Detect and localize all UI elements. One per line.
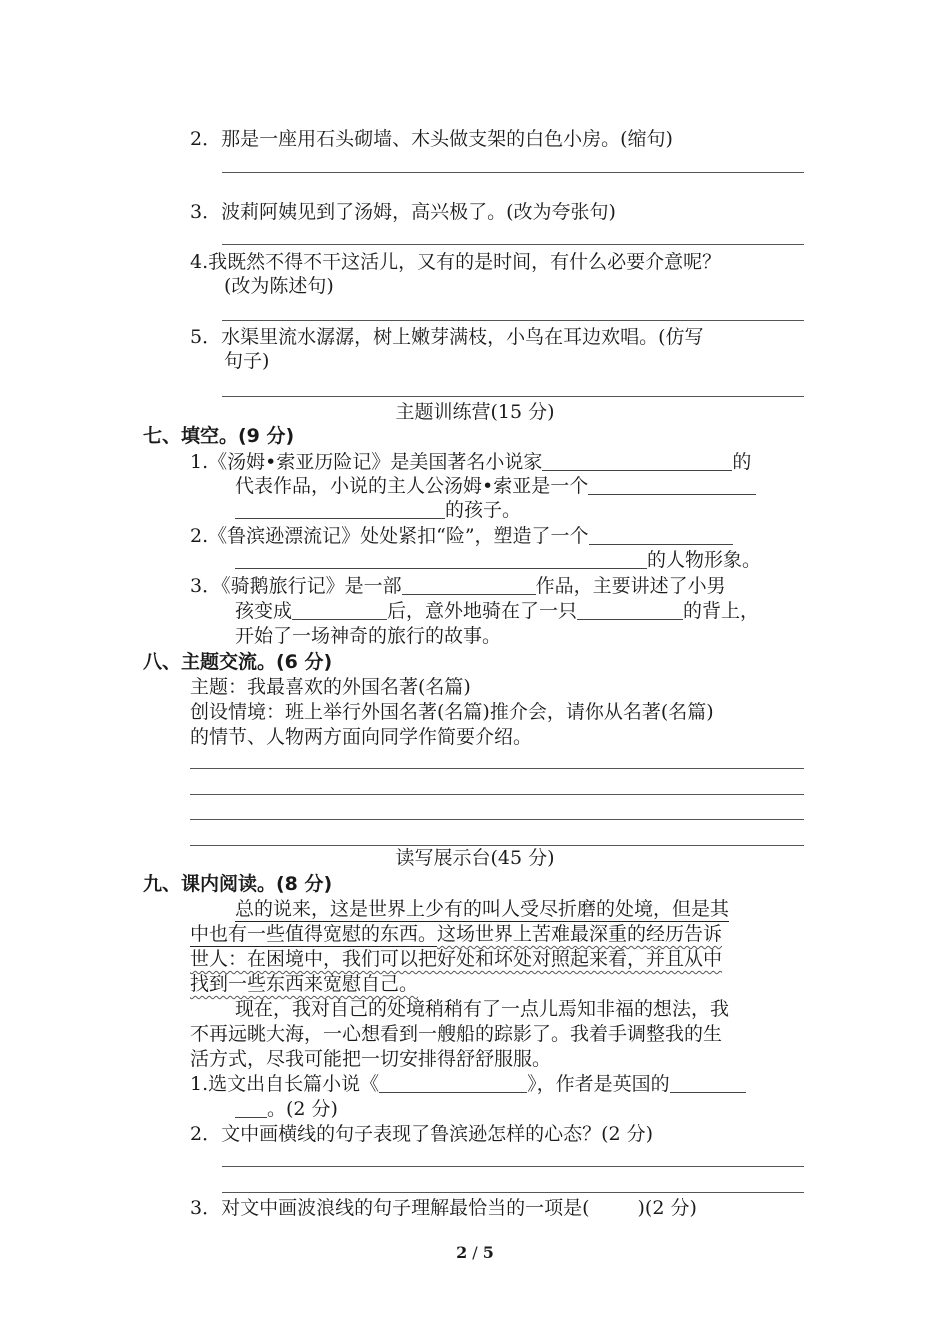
- q7-item-3-end: 开始了一场神奇的旅行的故事。: [235, 625, 502, 647]
- answer-line: [222, 1192, 804, 1193]
- passage-line: 中也有一些值得宽慰的东西。这场世界上苦难最深重的经历告诉: [190, 923, 723, 945]
- section-heading-reading: 读写展示台(45 分): [395, 847, 555, 869]
- fill-blank[interactable]: [577, 599, 683, 620]
- passage-line: 不再远眺大海，一心想看到一艘船的踪影了。我着手调整我的生: [190, 1023, 723, 1045]
- q6-item-5: 5．水渠里流水潺潺，树上嫩芽满枝，小鸟在耳边欢唱。(仿写: [190, 326, 704, 348]
- q8-scenario: 创设情境：班上举行外国名著(名篇)推介会，请你从名著(名篇): [190, 701, 714, 723]
- passage-line: 世人：在困境中，我们可以把好处和坏处对照起来看，并且从中: [190, 948, 723, 970]
- passage-line: 现在，我对自己的处境稍稍有了一点儿焉知非福的想法，我: [235, 998, 730, 1020]
- q6-item-4-note: (改为陈述句): [224, 275, 334, 297]
- q6-item-2: 2．那是一座用石头砌墙、木头做支架的白色小房。(缩句): [190, 128, 673, 150]
- q9-item-1-cont: 。(2 分): [235, 1097, 338, 1121]
- page-number: 2 / 5: [456, 1243, 494, 1262]
- q7-item-1: 1.《汤姆•索亚历险记》是美国著名小说家 的: [190, 451, 752, 473]
- answer-line: [222, 244, 804, 245]
- q7-title: 七、填空。(9 分): [143, 425, 295, 447]
- answer-line: [222, 320, 804, 321]
- fill-blank[interactable]: [235, 498, 445, 519]
- fill-blank[interactable]: [589, 524, 733, 545]
- q9-title: 九、课内阅读。(8 分): [143, 873, 333, 895]
- fill-blank[interactable]: [402, 574, 536, 595]
- answer-line: [222, 396, 804, 397]
- q6-item-3: 3．波莉阿姨见到了汤姆，高兴极了。(改为夸张句): [190, 201, 616, 223]
- fill-blank[interactable]: [379, 1072, 527, 1093]
- q6-item-4: 4.我既然不得不干这活儿，又有的是时间，有什么必要介意呢？: [190, 251, 722, 273]
- fill-blank[interactable]: [235, 1097, 267, 1118]
- fill-blank[interactable]: [670, 1072, 746, 1093]
- q6-item-5-cont: 句子): [224, 350, 270, 372]
- fill-blank[interactable]: [235, 548, 647, 569]
- answer-line: [190, 794, 804, 795]
- q8-title: 八、主题交流。(6 分): [143, 651, 333, 673]
- fill-blank[interactable]: [292, 599, 387, 620]
- passage-line: 找到一些东西来宽慰自己。: [190, 973, 419, 995]
- q8-topic: 主题：我最喜欢的外国名著(名篇): [190, 676, 471, 698]
- answer-line: [222, 1166, 804, 1167]
- q7-item-1-end: 的孩子。: [235, 498, 521, 522]
- passage-line: 活方式，尽我可能把一切安排得舒舒服服。: [190, 1048, 552, 1070]
- section-heading-theme: 主题训练营(15 分): [395, 401, 555, 423]
- q9-item-2: 2．文中画横线的句子表现了鲁滨逊怎样的心态？(2 分): [190, 1123, 654, 1145]
- q9-item-1: 1.选文出自长篇小说《 》，作者是英国的: [190, 1072, 746, 1096]
- q7-item-2-end: 的人物形象。: [235, 548, 761, 572]
- q9-item-3: 3．对文中画波浪线的句子理解最恰当的一项是( )(2 分): [190, 1197, 697, 1219]
- answer-line: [222, 172, 804, 173]
- q7-item-2: 2.《鲁滨逊漂流记》处处紧扣“险”，塑造了一个: [190, 524, 733, 548]
- q7-item-3: 3．《骑鹅旅行记》是一部 作品，主要讲述了小男: [190, 575, 726, 597]
- answer-line: [190, 768, 804, 769]
- fill-blank[interactable]: [542, 450, 732, 471]
- fill-blank[interactable]: [588, 474, 756, 495]
- q7-item-3-cont: 孩变成 后，意外地骑在了一只 的背上，: [235, 600, 760, 622]
- passage-line: 总的说来，这是世界上少有的叫人受尽折磨的处境，但是其: [235, 898, 730, 920]
- q8-scenario-cont: 的情节、人物两方面向同学作简要介绍。: [190, 726, 533, 748]
- q7-item-1-cont: 代表作品，小说的主人公汤姆•索亚是一个: [235, 474, 756, 498]
- answer-line: [190, 819, 804, 820]
